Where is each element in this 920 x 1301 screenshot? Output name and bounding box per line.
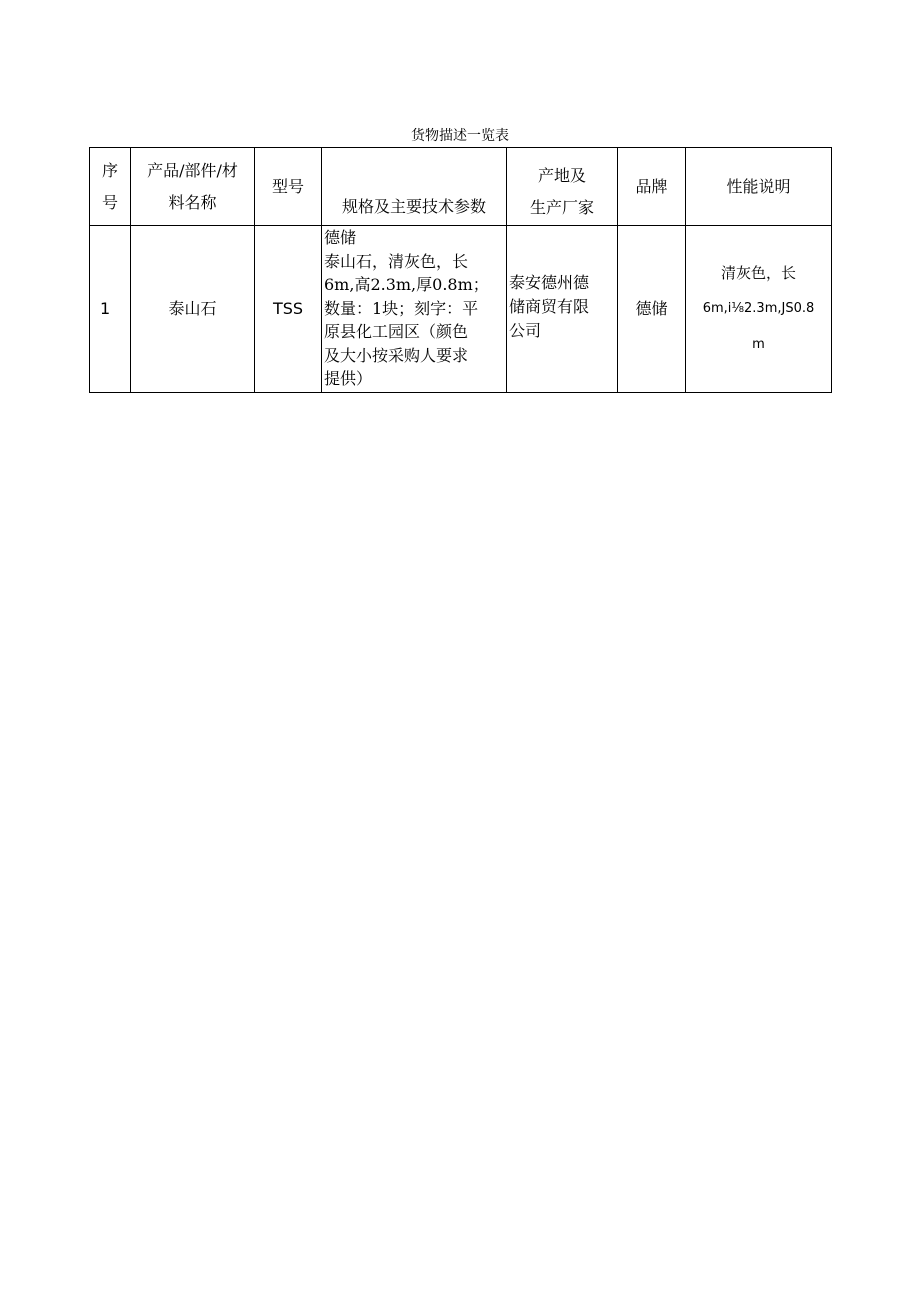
cell-spec: [322, 226, 507, 393]
page-title: 货物描述一览表: [411, 128, 509, 144]
header-performance: [686, 148, 832, 226]
header-spec-label: 规格及主要技术参数: [341, 197, 486, 216]
header-origin-line1: 产地及: [537, 166, 586, 185]
header-name-line1: 产品/部件/材: [147, 160, 238, 180]
header-name: [131, 148, 255, 226]
cell-brand: [618, 226, 686, 393]
table-row: [90, 226, 832, 393]
header-spec: [322, 148, 507, 226]
cell-brand-value: 德储: [635, 299, 668, 318]
header-seq-line2: 号: [101, 192, 118, 212]
cell-seq-value: 1: [100, 299, 111, 318]
header-seq: [90, 148, 131, 226]
maker-line: 储商贸有限: [509, 297, 590, 316]
performance-line: 清灰色，长: [720, 264, 796, 282]
maker-line: 公司: [509, 321, 542, 340]
header-row: [90, 148, 832, 226]
header-seq-line1: 序: [101, 160, 118, 180]
performance-line: m: [752, 337, 765, 352]
header-brand: [618, 148, 686, 226]
cell-model-value: TSS: [272, 299, 304, 318]
spec-line: 6m,高2.3m,厚0.8m；: [324, 275, 489, 294]
cell-name: [131, 226, 255, 393]
header-origin: [507, 148, 618, 226]
goods-description-table: [89, 147, 832, 393]
header-model-label: 型号: [271, 176, 304, 196]
header-origin-line2: 生产厂家: [529, 198, 594, 217]
spec-line: 德储: [324, 228, 357, 247]
spec-line: 原县化工园区（颜色: [324, 322, 469, 341]
spec-line: 提供）: [324, 369, 373, 388]
cell-name-value: 泰山石: [168, 299, 217, 318]
header-performance-label: 性能说明: [726, 176, 791, 196]
header-brand-label: 品牌: [635, 176, 668, 196]
spec-line: 数量：1块；刻字：平: [324, 298, 479, 318]
cell-maker: [507, 226, 618, 393]
maker-line: 泰安德州德: [509, 273, 590, 292]
spec-line: 泰山石，清灰色，长: [324, 251, 469, 271]
cell-seq: [90, 226, 131, 393]
cell-performance: [686, 226, 832, 393]
header-name-line2: 料名称: [168, 192, 217, 212]
spec-line: 及大小按采购人要求: [324, 345, 469, 365]
header-model: [255, 148, 322, 226]
cell-model: [255, 226, 322, 393]
performance-line: 6m,i⅛2.3m,JS0.8: [702, 301, 815, 316]
